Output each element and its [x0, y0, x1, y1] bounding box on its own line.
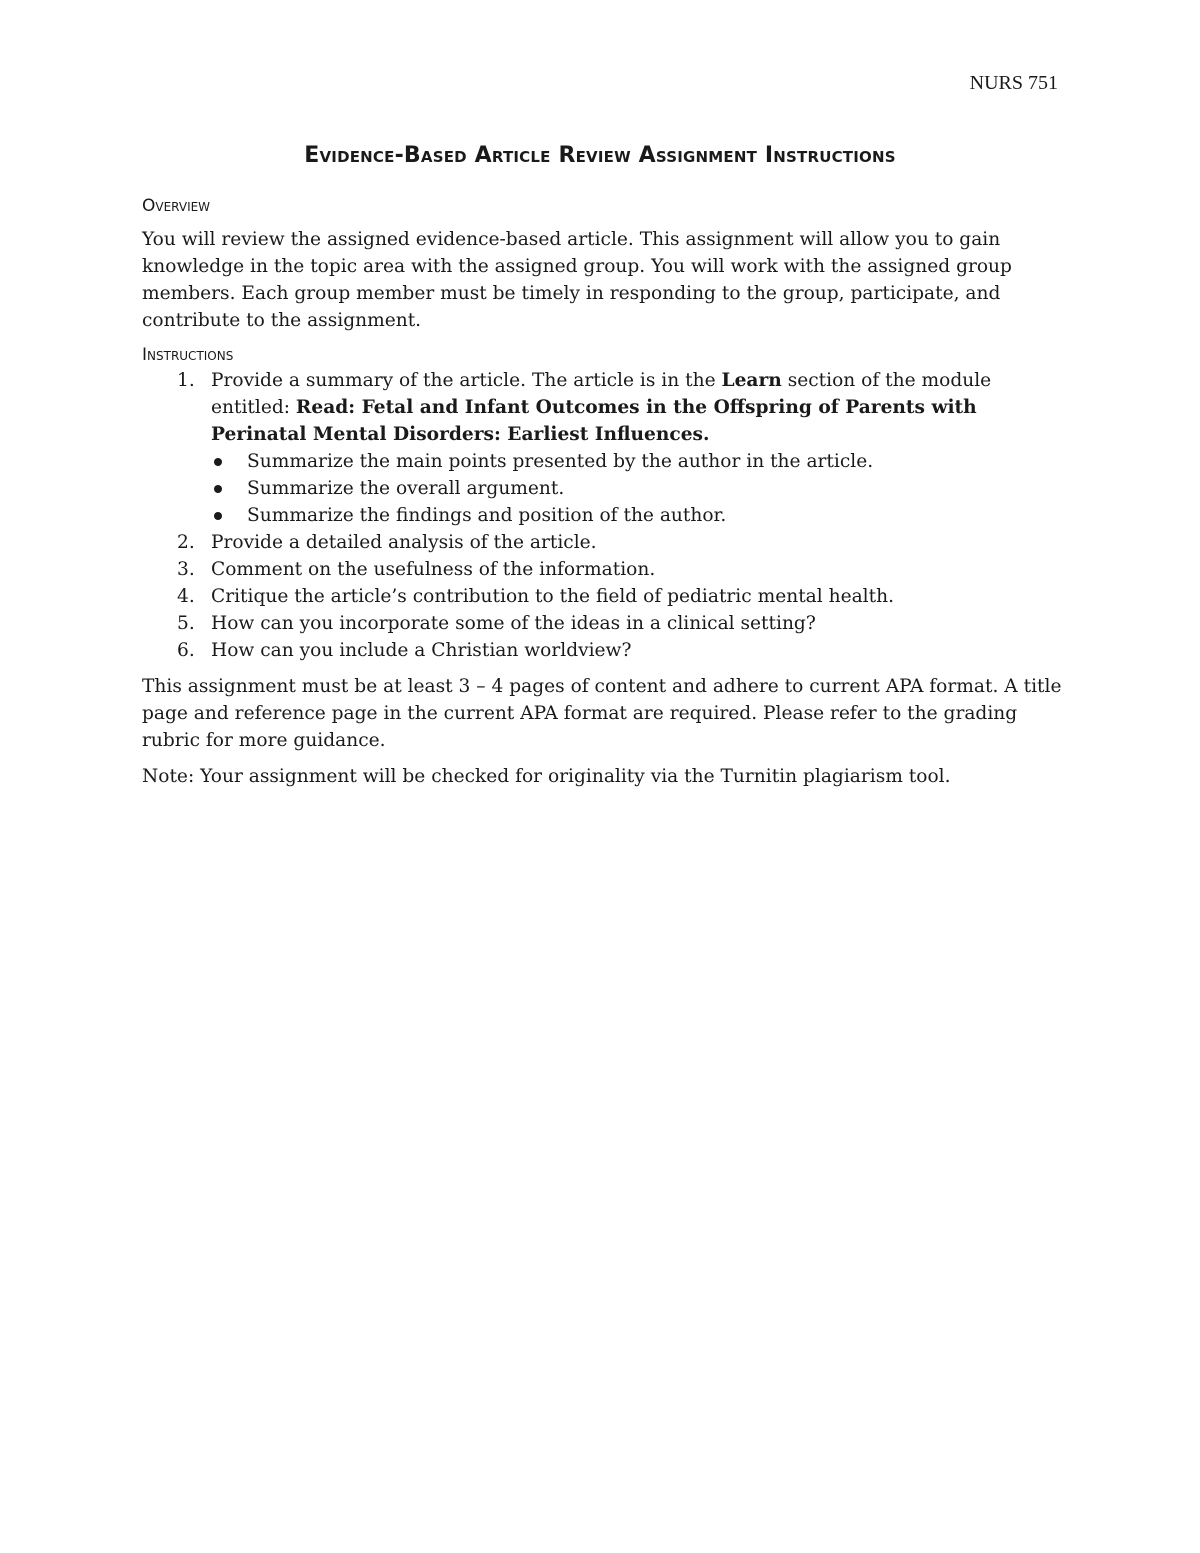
instruction-item-6 [142, 637, 1067, 664]
requirements-paragraph: This assignment must be at least 3 – 4 pages of content and adhere to current APA format. A title page and reference page in the current APA format are required. Please refer to the grading rubric for more guidance. [142, 676, 1062, 751]
instruction-text: How can you incorporate some of the ideas in a clinical setting? [211, 613, 816, 634]
instruction-item-3 [142, 556, 1067, 583]
overview-paragraph: You will review the assigned evidence-based article. This assignment will allow you to gain knowledge in the topic area with the assigned group. You will work with the assigned group members. Each group member must be timely in responding to the group, participate, and contribute to the assignment. [142, 229, 1012, 331]
learn-section-name: Learn [721, 370, 782, 391]
bullet-text: Summarize the findings and position of the author. [247, 505, 727, 526]
instruction-number: 1. [177, 370, 195, 391]
instruction-item-1 [142, 367, 1067, 529]
instruction-number: 5. [177, 613, 195, 634]
instruction-text: Comment on the usefulness of the information. [211, 559, 656, 580]
instructions-heading: Instructions [142, 345, 234, 365]
instruction-item-5 [142, 610, 1067, 637]
instructions-list [142, 367, 1067, 664]
instruction-text-part: Provide a summary of the article. The article is in the [211, 370, 722, 391]
bullet-icon [214, 485, 222, 493]
instruction-number: 4. [177, 586, 195, 607]
instruction-item-4 [142, 583, 1067, 610]
instruction-number: 3. [177, 559, 195, 580]
instruction-text: Provide a detailed analysis of the article. [211, 532, 597, 553]
bullet-text: Summarize the overall argument. [247, 478, 565, 499]
originality-note: Note: Your assignment will be checked for originality via the Turnitin plagiarism tool. [142, 766, 951, 787]
bullet-item [211, 502, 1067, 529]
article-title: Read: Fetal and Infant Outcomes in the Offspring of Parents with Perinatal Mental Disorders: Earliest Influences. [211, 397, 977, 445]
bullet-text: Summarize the main points presented by the author in the article. [247, 451, 874, 472]
page-title: Evidence-Based Article Review Assignment Instructions [304, 143, 896, 168]
bullet-icon [214, 512, 222, 520]
summary-bullets [211, 448, 1067, 529]
bullet-item [211, 475, 1067, 502]
instruction-number: 6. [177, 640, 195, 661]
instruction-number: 2. [177, 532, 195, 553]
bullet-item [211, 448, 1067, 475]
instruction-text-part: section of the module entitled: [211, 370, 992, 418]
bullet-icon [214, 458, 222, 466]
document-body [142, 194, 1067, 799]
instruction-text: Critique the article’s contribution to the field of pediatric mental health. [211, 586, 894, 607]
instruction-item-2 [142, 529, 1067, 556]
overview-heading: Overview [142, 196, 211, 216]
course-code-header: NURS 751 [969, 72, 1058, 94]
instruction-text: How can you include a Christian worldview? [211, 640, 632, 661]
